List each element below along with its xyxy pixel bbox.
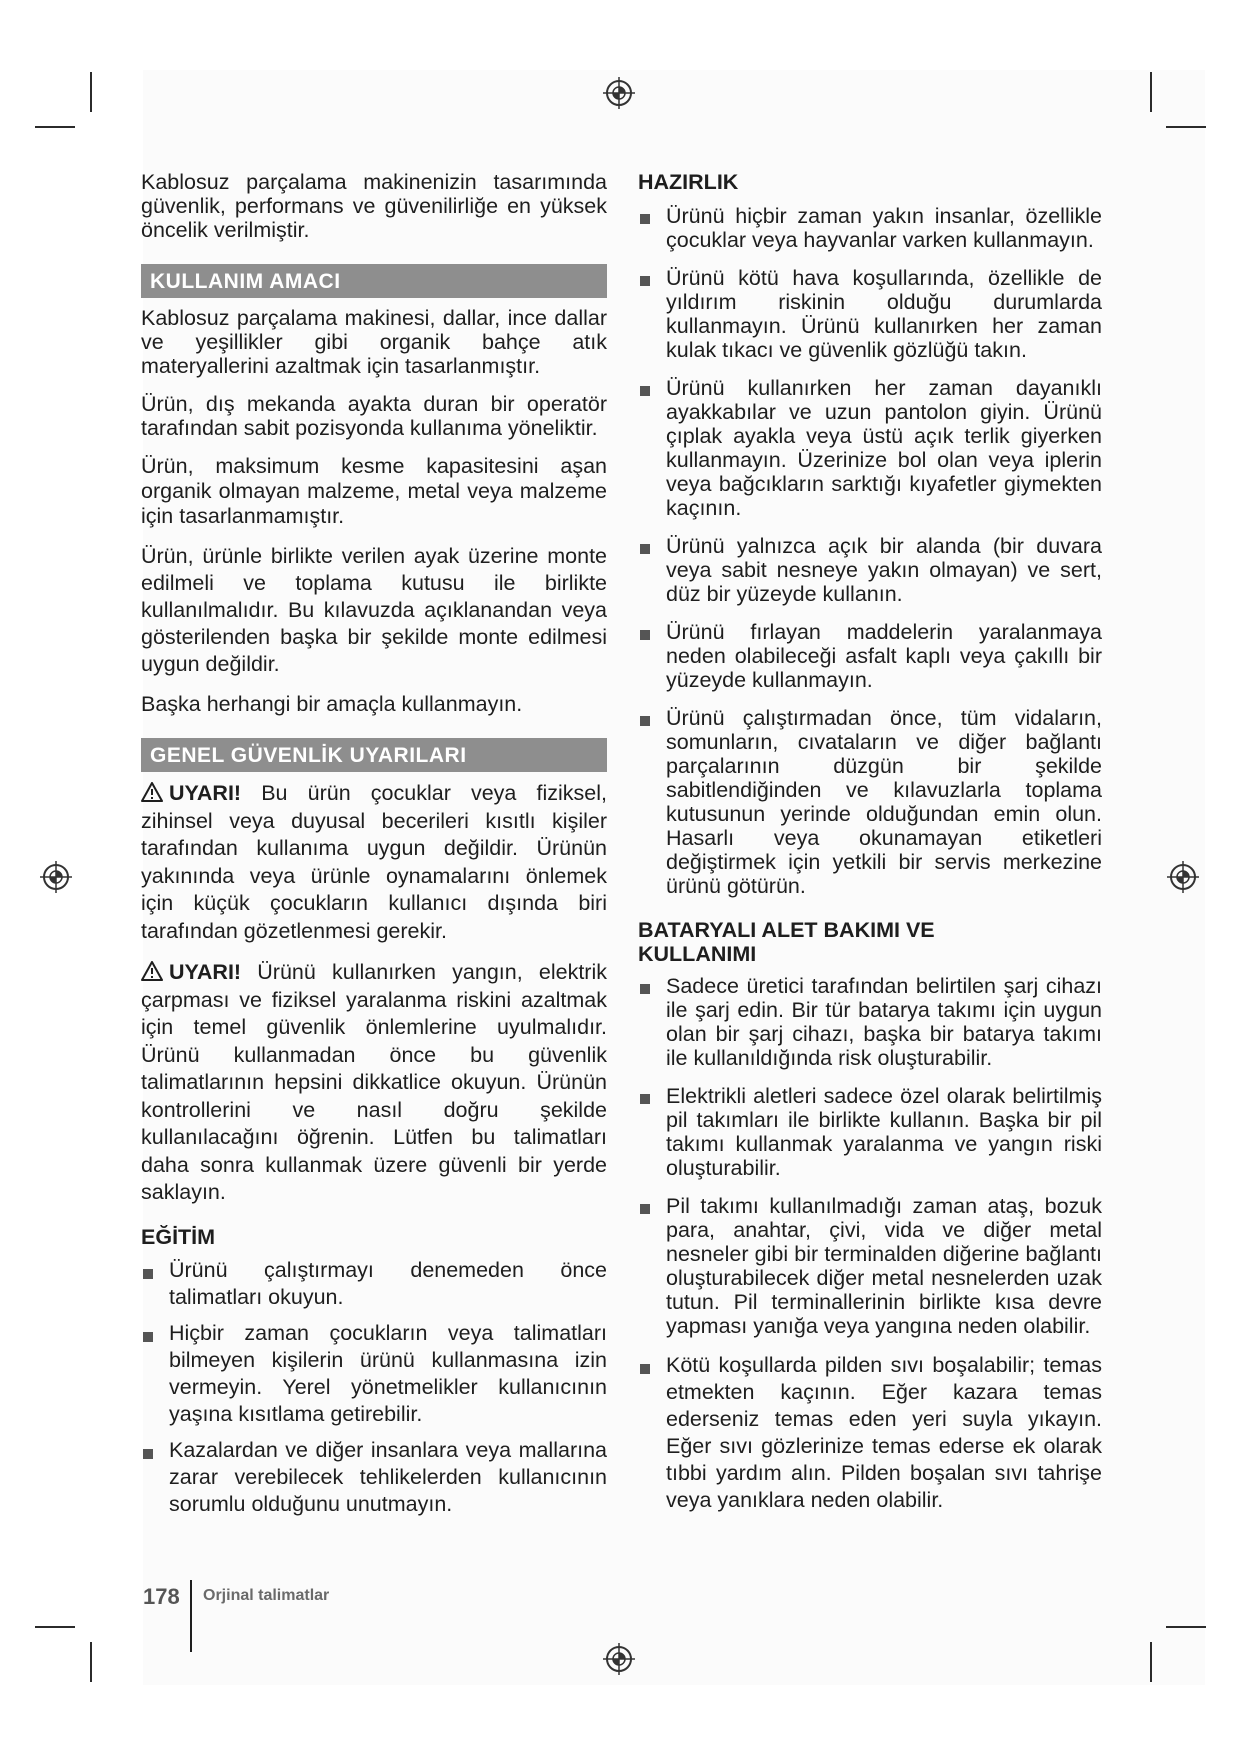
bullet-icon [640,386,650,396]
list-item: Ürünü yalnızca açık bir alanda (bir duvara veya sabit nesneye yakın olmayan) ve sert, düz bir yüzeyde kullanın. [638,534,1102,606]
warning-triangle-icon [141,961,163,981]
bullet-icon [640,276,650,286]
left-column [141,170,607,1527]
bullet-icon [640,1094,650,1104]
list-item: Ürünü fırlayan maddelerin yaralanmaya neden olabileceği asfalt kaplı veya çakıllı bir yüzeyde kullanmayın. [638,620,1102,692]
warning-paragraph [141,780,607,945]
crop-mark [1166,1626,1206,1628]
hazirlik-list [638,204,1102,898]
bullet-icon [143,1449,153,1459]
bullet-icon [640,716,650,726]
crop-mark [90,1642,92,1682]
warning-label: UYARI! [169,781,242,805]
crop-mark [1150,72,1152,112]
registration-mark-icon [1166,860,1200,894]
page-number: 178 [143,1584,180,1609]
intro-paragraph: Kablosuz parçalama makinenizin tasarımında güvenlik, performans ve güvenilirliğe en yüksek öncelik verilmiştir. [141,170,607,242]
paragraph: Ürün, maksimum kesme kapasitesini aşan organik olmayan malzeme, metal veya malzeme için tasarlanmamıştır. [141,454,607,528]
registration-mark-icon [602,76,636,110]
footer-text: Orjinal talimatlar [203,1587,330,1604]
paragraph: Kablosuz parçalama makinesi, dallar, ince dallar ve yeşillikler gibi organik bahçe atık materyallerini azaltmak için tasarlanmıştır. [141,306,607,378]
section-heading-hazirlik: HAZIRLIK [638,170,739,194]
footer-divider [190,1580,192,1652]
section-heading-genel-guvenlik: GENEL GÜVENLİK UYARILARI [141,738,607,772]
warning-text: Ürünü kullanırken yangın, elektrik çarpması ve fiziksel yaralanma riskini azaltmak için temel güvenlik önlemlerine uyulmalıdır. Ürünü kullanmadan önce bu güvenlik talimatlarının hepsini dikkatlice okuyun. Ürünün kontrollerini ve nasıl doğru şekilde kullanılacağını öğrenin. Lütfen bu talimatları daha sonra kullanmak üzere güvenli bir yerde saklayın. [141,960,607,1204]
section-heading-egitim: EĞİTİM [141,1224,216,1249]
registration-mark-icon [602,1642,636,1676]
crop-mark [90,72,92,112]
list-item: Pil takımı kullanılmadığı zaman ataş, bozuk para, anahtar, çivi, vida ve diğer metal nesneler gibi bir terminalden diğerine bağlantı oluşturabilecek diğer metal nesnelerden uzak tutun. Pil terminallerinin birlikte kısa devre yapması yanığa veya yangına neden olabilir. [638,1194,1102,1338]
list-item: Ürünü hiçbir zaman yakın insanlar, özellikle çocuklar veya hayvanlar varken kullanmayın. [638,204,1102,252]
bullet-icon [143,1332,153,1342]
list-item: Ürünü çalıştırmayı denemeden önce talimatları okuyun. [141,1257,607,1311]
bullet-icon [640,214,650,224]
list-item: Ürünü kullanırken her zaman dayanıklı ayakkabılar ve uzun pantolon giyin. Ürünü çıplak ayakla veya üstü açık terlik giyerken kullanmayın. Üzerinize bol olan veya iplerin veya bağcıkların sarktığı kıyafetler giymekten kaçının. [638,376,1102,520]
batarya-list [638,974,1102,1514]
crop-mark [1166,126,1206,128]
warning-paragraph [141,959,607,1207]
paragraph: Ürün, dış mekanda ayakta duran bir operatör tarafından sabit pozisyonda kullanıma yöneliktir. [141,392,607,440]
registration-mark-icon [39,860,73,894]
bullet-icon [640,544,650,554]
list-item: Hiçbir zaman çocukların veya talimatları bilmeyen kişilerin ürünü kullanmasına izin vermeyin. Yerel yönetmelikler kullanıcının yaşına kısıtlama getirebilir. [141,1320,607,1428]
bullet-icon [640,1364,650,1374]
warning-label: UYARI! [169,960,242,984]
paragraph: Başka herhangi bir amaçla kullanmayın. [141,692,523,716]
warning-text: Bu ürün çocuklar veya fiziksel, zihinsel veya duyusal becerileri kısıtlı kişiler tarafından kullanıma uygun değildir. Ürünün yakınında veya ürünle oynamalarını önlemek için küçük çocukların kullanıcı dışında biri tarafından gözetlenmesi gerekir. [141,781,607,943]
paragraph: Ürün, ürünle birlikte verilen ayak üzerine monte edilmeli ve toplama kutusu ile birlikte kullanılmalıdır. Bu kılavuzda açıklanandan veya gösterilenden başka bir şekilde monte edilmesi uygun değildir. [141,544,607,676]
section-heading-batarya: BATARYALI ALET BAKIMI VE KULLANIMI [638,918,935,966]
crop-mark [35,126,75,128]
list-item: Elektrikli aletleri sadece özel olarak belirtilmiş pil takımları ile birlikte kullanın. Başka bir pil takımı kullanmak yaralanma ve yangın riski oluşturabilir. [638,1084,1102,1180]
bullet-icon [640,984,650,994]
list-item: Ürünü kötü hava koşullarında, özellikle de yıldırım riskinin olduğu durumlarda kullanmayın. Ürünü kullanırken her zaman kulak tıkacı ve güvenlik gözlüğü takın. [638,266,1102,362]
crop-mark [35,1626,75,1628]
list-item: Ürünü çalıştırmadan önce, tüm vidaların, somunların, cıvataların ve diğer bağlantı parçalarının düzgün bir şekilde sabitlendiğinden ve kılavuzlarla toplama kutusunun yerinde olduğundan emin olun. Hasarlı veya okunamayan etiketleri değiştirmek için yetkili bir servis merkezine ürünü götürün. [638,706,1102,898]
bullet-icon [143,1269,153,1279]
list-item: Kazalardan ve diğer insanlara veya mallarına zarar verebilecek tehlikelerden kullanıcının sorumlu olduğunu unutmayın. [141,1437,607,1518]
egitim-list [141,1257,607,1518]
crop-mark [1150,1642,1152,1682]
list-item: Kötü koşullarda pilden sıvı boşalabilir; temas etmekten kaçının. Eğer kazara temas ederseniz temas eden yeri suyla yıkayın. Eğer sıvı gözlerinize temas ederse ek olarak tıbbi yardım alın. Pilden boşalan sıvı tahrişe veya yanıklara neden olabilir. [638,1352,1102,1514]
list-item: Sadece üretici tarafından belirtilen şarj cihazı ile şarj edin. Bir tür batarya takımı için uygun olan bir şarj cihazı, başka bir batarya takımı ile kullanıldığında risk oluşturabilir. [638,974,1102,1070]
bullet-icon [640,1204,650,1214]
section-heading-kullanim-amaci: KULLANIM AMACI [141,264,607,298]
bullet-icon [640,630,650,640]
right-column [638,170,1102,1528]
warning-triangle-icon [141,782,163,802]
